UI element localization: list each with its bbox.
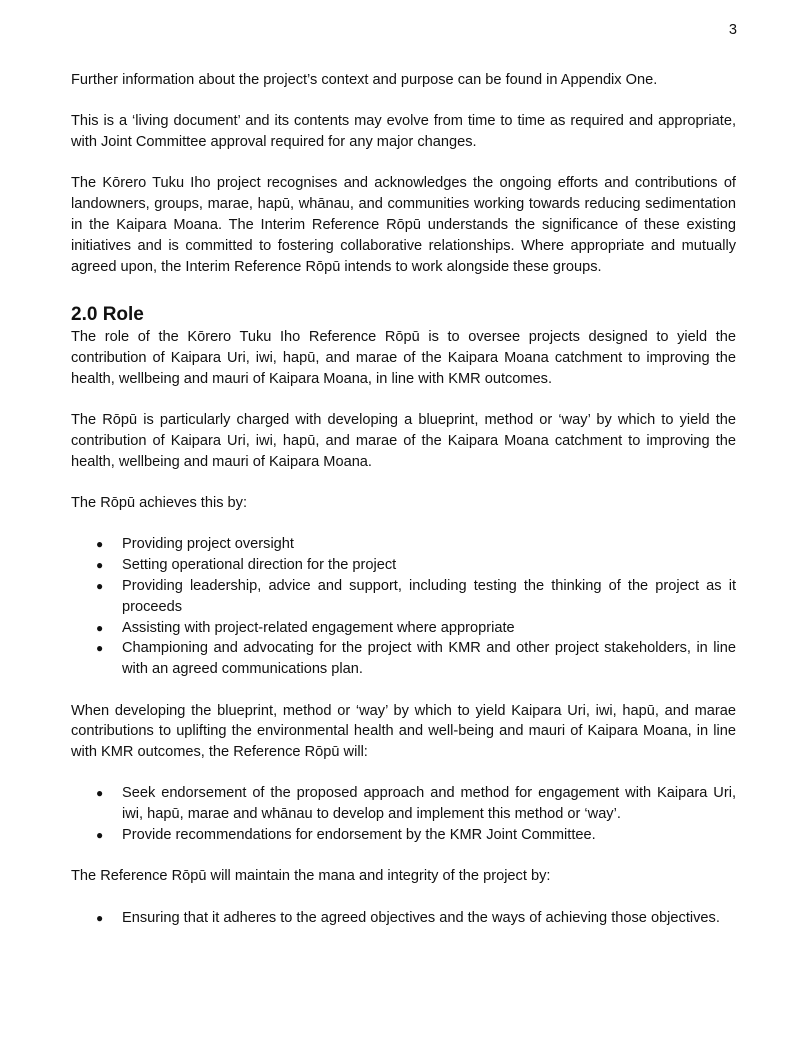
intro-paragraph-living-document: This is a ‘living document’ and its contents may evolve from time to time as required and appropriate, with Joint Committee approval required for any major changes. xyxy=(71,113,736,151)
role-paragraph-developing: When developing the blueprint, method or ‘way’ by which to yield Kaipara Uri, iwi, hapū, and marae contributions to uplifting the environmental health and well-being and mauri of Kaipara Moana, in line with KMR outcomes, the Reference Rōpū will: xyxy=(71,702,736,761)
bullet-icon: ● xyxy=(96,558,104,573)
list-item: ● Setting operational direction for the project xyxy=(71,555,736,576)
bullet-icon: ● xyxy=(96,620,104,635)
list-item: ● Provide recommendations for endorsement by the KMR Joint Committee. xyxy=(71,825,736,846)
list-item: ● Providing leadership, advice and support, including testing the thinking of the project as it proceeds xyxy=(96,578,736,615)
role-paragraph-purpose: The role of the Kōrero Tuku Iho Reference Rōpū is to oversee projects designed to yield the contribution of Kaipara Uri, iwi, hapū, and marae of the Kaipara Moana catchment to improving the health, wellbeing and mauri of Kaipara Moana, in line with KMR outcomes. xyxy=(71,329,736,387)
role-achievements-list xyxy=(71,534,736,680)
role-paragraph-achieves: The Rōpū achieves this by: xyxy=(71,495,248,512)
bullet-icon: ● xyxy=(96,579,104,594)
section-heading-role: 2.0 Role xyxy=(71,304,144,326)
intro-paragraph-appendix: Further information about the project’s context and purpose can be found in Appendix One. xyxy=(71,72,658,88)
bullet-icon: ● xyxy=(96,537,104,552)
bullet-icon: ● xyxy=(96,641,104,656)
list-item: ● Ensuring that it adheres to the agreed objectives and the ways of achieving those objectives. xyxy=(71,908,736,929)
list-item: ● Providing project oversight xyxy=(71,534,736,555)
page-number: 3 xyxy=(728,22,737,38)
list-item: ● Assisting with project-related engagement where appropriate xyxy=(71,618,736,639)
role-mana-list xyxy=(71,908,736,929)
list-item: ● Seek endorsement of the proposed approach and method for engagement with Kaipara Uri, iwi, hapū, marae and whānau to develop and implement this method or ‘way’. xyxy=(96,785,736,823)
role-developing-list xyxy=(71,783,736,845)
page-content xyxy=(71,70,736,949)
bullet-icon: ● xyxy=(96,910,104,925)
intro-paragraph-acknowledgement: The Kōrero Tuku Iho project recognises and acknowledges the ongoing efforts and contributions of landowners, groups, marae, hapū, whānau, and communities working towards reducing sedimentation in the Kaipara Moana. The Interim Reference Rōpū understands the significance of these existing initiatives and is committed to fostering collaborative relationships. Where appropriate and mutually agreed upon, the Interim Reference Rōpū intends to work alongside these groups. xyxy=(71,175,736,275)
bullet-icon: ● xyxy=(96,828,104,843)
role-paragraph-mana: The Reference Rōpū will maintain the mana and integrity of the project by: xyxy=(71,868,551,885)
bullet-icon: ● xyxy=(96,786,104,801)
role-paragraph-blueprint: The Rōpū is particularly charged with developing a blueprint, method or ‘way’ by which to yield the contribution of Kaipara Uri, iwi, hapū, and marae of the Kaipara Moana catchment to improving the health, wellbeing and mauri of Kaipara Moana. xyxy=(71,412,736,470)
list-item: ● Championing and advocating for the project with KMR and other project stakeholders, in line with an agreed communications plan. xyxy=(96,640,736,678)
